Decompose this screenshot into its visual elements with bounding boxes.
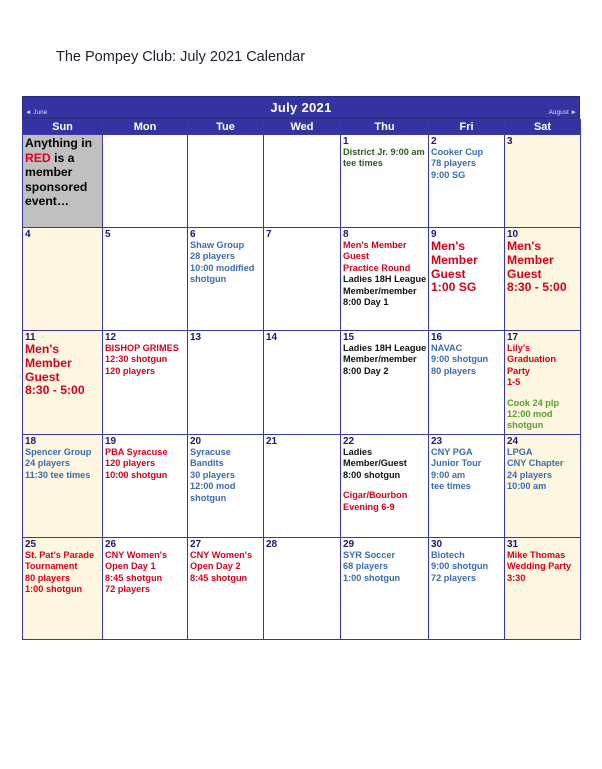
week-row: [23, 538, 581, 640]
event-text: PBA Syracuse 120 players 10:00 shotgun: [105, 447, 168, 480]
day-number: 23: [431, 436, 443, 447]
weekday-header: Fri: [429, 120, 505, 135]
event-text: Cooker Cup 78 players 9:00 SG: [431, 147, 484, 180]
week-row: [23, 228, 581, 331]
day-number: 22: [343, 436, 355, 447]
event-text: Lily's Graduation Party 1-5: [507, 343, 557, 388]
day-number: 12: [105, 332, 117, 343]
day-number: 8: [343, 229, 349, 240]
event-text: LPGA CNY Chapter 24 players 10:00 am: [507, 447, 564, 492]
day-number: 18: [25, 436, 37, 447]
day-number: 5: [105, 229, 111, 240]
event-text: Ladies 18H League Member/member 8:00 Day 2: [343, 343, 427, 376]
day-cell[interactable]: [341, 331, 429, 435]
event-text: Biotech 9:00 shotgun 72 players: [431, 550, 489, 583]
day-number: 3: [507, 136, 513, 147]
day-number: 17: [507, 332, 519, 343]
day-cell[interactable]: [341, 135, 429, 228]
day-cell[interactable]: [429, 331, 505, 435]
day-cell[interactable]: [505, 538, 581, 640]
day-number: 2: [431, 136, 437, 147]
week-row: [23, 135, 581, 228]
day-cell[interactable]: [341, 435, 429, 538]
event-text: BISHOP GRIMES 12:30 shotgun 120 players: [105, 343, 179, 376]
day-cell[interactable]: [264, 228, 341, 331]
day-cell[interactable]: [429, 538, 505, 640]
day-cell[interactable]: [264, 538, 341, 640]
event-text: Ladies 18H League Member/member 8:00 Day 1: [343, 274, 427, 308]
day-number: 7: [266, 229, 272, 240]
day-cell[interactable]: [23, 538, 103, 640]
day-cell[interactable]: [429, 135, 505, 228]
event-text: CNY Women's Open Day 1 8:45 shotgun 72 players: [105, 550, 168, 595]
week-row: [23, 331, 581, 435]
note-red-word: RED: [25, 150, 51, 165]
event-text: Syracuse Bandits 30 players 12:00 mod shotgun: [190, 447, 236, 503]
weekday-header: Sun: [23, 120, 103, 135]
event-text: Spencer Group 24 players 11:30 tee times: [25, 447, 92, 480]
day-number: 31: [507, 539, 519, 550]
day-cell[interactable]: [23, 435, 103, 538]
event-text: Shaw Group 28 players 10:00 modified shotgun: [190, 240, 255, 285]
day-cell[interactable]: [103, 538, 188, 640]
day-cell[interactable]: [23, 228, 103, 331]
day-cell[interactable]: [505, 331, 581, 435]
day-number: 16: [431, 332, 443, 343]
calendar: [22, 96, 580, 640]
weekday-header: Thu: [341, 120, 429, 135]
weekday-header-row: [23, 120, 581, 135]
event-text: Men's Member Guest 8:30 - 5:00: [25, 342, 85, 398]
day-cell[interactable]: [188, 331, 264, 435]
day-cell[interactable]: [264, 331, 341, 435]
day-cell[interactable]: [429, 435, 505, 538]
event-text: Men's Member Guest 8:30 - 5:00: [507, 239, 567, 295]
calendar-grid: [22, 119, 581, 640]
day-number: 24: [507, 436, 519, 447]
day-number: 21: [266, 436, 278, 447]
month-banner: [22, 96, 580, 119]
weekday-header: Mon: [103, 120, 188, 135]
event-text: SYR Soccer 68 players 1:00 shotgun: [343, 550, 401, 583]
day-number: 28: [266, 539, 278, 550]
legend-note: [23, 135, 103, 228]
month-label: July 2021: [270, 100, 332, 115]
day-cell[interactable]: [341, 538, 429, 640]
day-number: 13: [190, 332, 202, 343]
weekday-header: Tue: [188, 120, 264, 135]
day-number: 19: [105, 436, 117, 447]
day-cell[interactable]: [23, 331, 103, 435]
page-title: The Pompey Club: July 2021 Calendar: [56, 49, 306, 65]
day-cell[interactable]: [505, 228, 581, 331]
event-text: CNY PGA Junior Tour 9:00 am tee times: [431, 447, 482, 492]
day-number: 11: [25, 332, 36, 343]
event-text: Men's Member Guest Practice Round: [343, 240, 411, 273]
day-number: 10: [507, 229, 519, 240]
day-number: 1: [343, 136, 349, 147]
day-number: 26: [105, 539, 117, 550]
day-cell[interactable]: [103, 331, 188, 435]
day-number: 20: [190, 436, 202, 447]
day-number: 15: [343, 332, 355, 343]
day-cell[interactable]: [505, 435, 581, 538]
day-number: 14: [266, 332, 278, 343]
note-text: is a member sponsored event…: [25, 150, 88, 208]
next-month-link[interactable]: August ►: [548, 109, 577, 116]
day-cell[interactable]: [264, 435, 341, 538]
day-number: 30: [431, 539, 443, 550]
empty-day-cell: [264, 135, 341, 228]
week-row: [23, 435, 581, 538]
event-text: Cook 24 plp 12:00 mod shotgun: [507, 397, 560, 431]
day-number: 25: [25, 539, 37, 550]
event-text: District Jr. 9:00 am tee times: [343, 147, 425, 169]
event-text: NAVAC 9:00 shotgun 80 players: [431, 343, 489, 376]
weekday-header: Wed: [264, 120, 341, 135]
day-number: 9: [431, 229, 437, 240]
day-cell[interactable]: [188, 538, 264, 640]
event-text: Ladies Member/Guest 8:00 shotgun: [343, 447, 407, 480]
note-text: Anything in: [25, 136, 93, 150]
day-cell[interactable]: [505, 135, 581, 228]
empty-day-cell: [103, 135, 188, 228]
day-cell[interactable]: [341, 228, 429, 331]
day-cell[interactable]: [103, 228, 188, 331]
day-cell[interactable]: [429, 228, 505, 331]
day-number: 27: [190, 539, 202, 550]
event-text: St. Pat's Parade Tournament 80 players 1:00 shotgun: [25, 550, 95, 595]
day-number: 29: [343, 539, 355, 550]
event-text: CNY Women's Open Day 2 8:45 shotgun: [190, 550, 253, 583]
event-text: Mike Thomas Wedding Party 3:30: [507, 550, 572, 583]
weekday-header: Sat: [505, 120, 581, 135]
day-cell[interactable]: [188, 435, 264, 538]
day-cell[interactable]: [103, 435, 188, 538]
event-text: Cigar/Bourbon Evening 6-9: [343, 490, 408, 512]
day-number: 6: [190, 229, 196, 240]
prev-month-link[interactable]: ◄ June: [25, 109, 48, 116]
event-text: Men's Member Guest 1:00 SG: [431, 239, 478, 295]
day-number: 4: [25, 229, 31, 240]
day-cell[interactable]: [188, 228, 264, 331]
empty-day-cell: [188, 135, 264, 228]
